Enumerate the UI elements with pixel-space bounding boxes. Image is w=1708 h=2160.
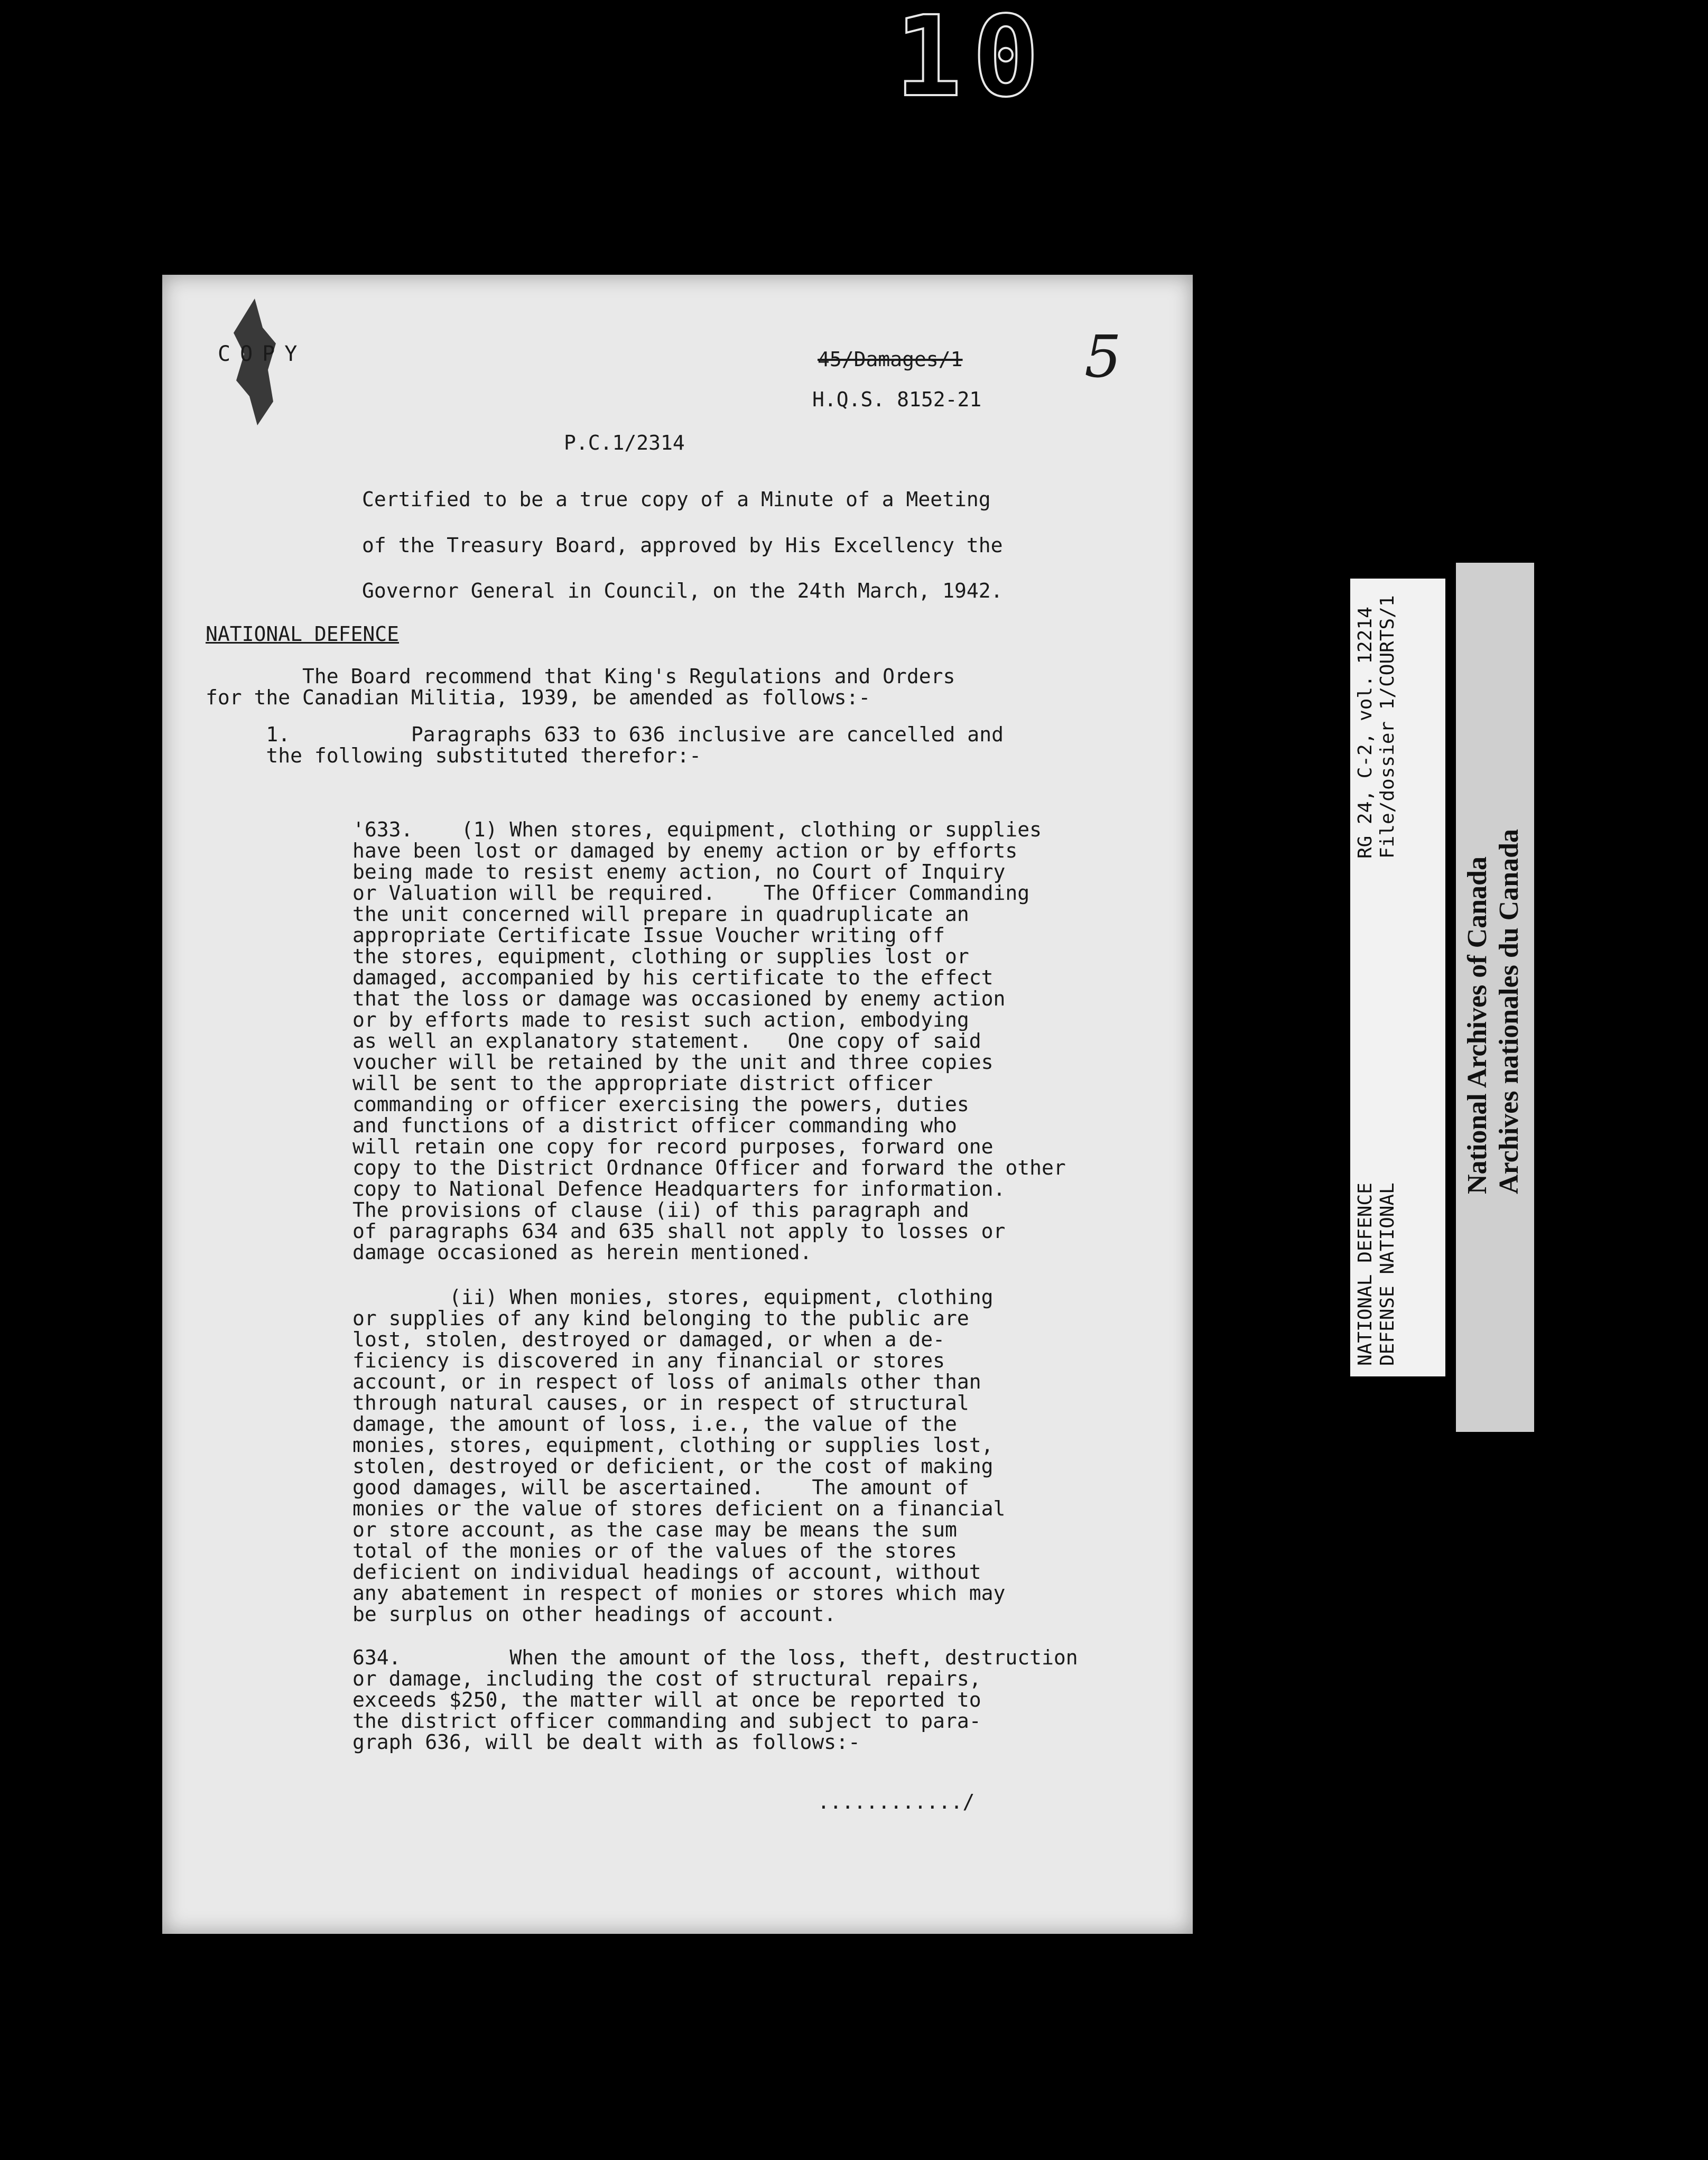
section-heading: NATIONAL DEFENCE	[206, 622, 400, 646]
certification-line: Governor General in Council, on the 24th March, 1942.	[362, 579, 1003, 602]
intro-paragraph: The Board recommend that King's Regulations and Orders for the Canadian Militia, 1939, be amended as follows:-	[206, 665, 955, 709]
archives-line-french: Archives nationales du Canada	[1494, 828, 1524, 1194]
department-line: DEFENSE NATIONAL	[1377, 1183, 1398, 1366]
item-one-paragraph: 1. Paragraphs 633 to 636 inclusive are cancelled and the following substituted therefor:-	[266, 723, 1004, 767]
reference-line: File/dossier 1/COURTS/1	[1377, 595, 1398, 859]
paragraph-633-clause-1: '633. (1) When stores, equipment, clothing or supplies have been lost or damaged by enemy action or by efforts being made to resist enemy action, no Court of Inquiry or Valuation will be required. The Officer Commanding the unit concerned will prepare in quadruplicate an appropriate Certificate Issue Voucher writing off the stores, equipment, clothing or supplies lost or damaged, accompanied by his certificate to the effect that the loss or damage was occasioned by enemy action or by efforts made to resist such action, embodying as well an explanatory statement. One copy of said voucher will be retained by the unit and three copies will be sent to the appropriate district officer commanding or officer exercising the powers, duties and functions of a district officer commanding who will retain one copy for record purposes, forward one copy to the District Ordnance Officer and forward the other copy to National Defence Headquarters for information. The provisions of clause (ii) of this paragraph and of paragraphs 634 and 635 shall not apply to losses or damage occasioned as herein mentioned.	[352, 818, 1066, 1264]
hqs-reference: H.Q.S. 8152-21	[812, 388, 982, 411]
pc-number: P.C.1/2314	[564, 431, 685, 454]
document-page	[162, 275, 1193, 1934]
copy-stamp: COPY	[218, 342, 307, 366]
paragraph-634: 634. When the amount of the loss, theft, destruction or damage, including the cost of structural repairs, exceeds $250, the matter will at once be reported to the district officer commanding and subject to para- graph 636, will be dealt with as follows:-	[352, 1646, 1078, 1754]
archives-line-english: National Archives of Canada	[1462, 856, 1492, 1194]
archive-reference-label	[1350, 579, 1445, 1376]
certification-line: Certified to be a true copy of a Minute of a Meeting	[362, 488, 991, 511]
reference-line: RG 24, C-2, vol. 12214	[1354, 607, 1376, 859]
handwritten-page-number: 5	[1084, 323, 1121, 390]
film-frame-number: 10	[895, 0, 1050, 122]
paragraph-633-clause-2: (ii) When monies, stores, equipment, clothing or supplies of any kind belonging to the public are lost, stolen, destroyed or damaged, or when a de- ficiency is discovered in any financial or stores account, or in respect of loss of animals other than through natural causes, or in respect of structural damage, the amount of loss, i.e., the value of the monies, stores, equipment, clothing or supplies lost, stolen, destroyed or deficient, or the cost of making good damages, will be ascertained. The amount of monies or the value of stores deficient on a financial or store account, as the case may be means the sum total of the monies or of the values of the stores deficient on individual headings of account, without any abatement in respect of monies or stores which may be surplus on other headings of account.	[352, 1286, 1006, 1626]
certification-line: of the Treasury Board, approved by His Excellency the	[362, 534, 1003, 557]
department-line: NATIONAL DEFENCE	[1354, 1183, 1376, 1366]
archives-canada-label	[1456, 563, 1534, 1432]
struck-file-reference: 45/Damages/1	[818, 348, 963, 371]
continuation-mark: ............/	[818, 1790, 975, 1813]
